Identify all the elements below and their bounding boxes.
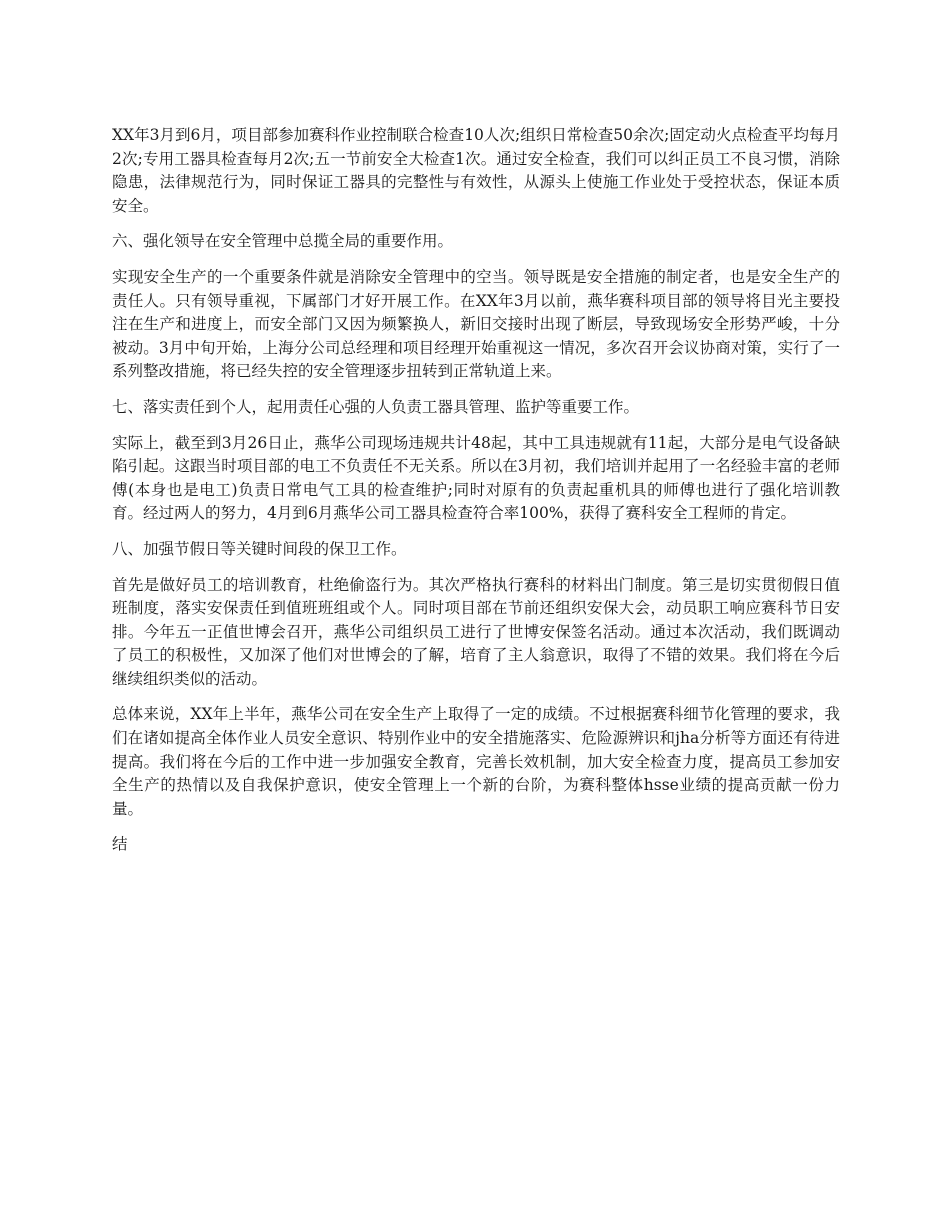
section-heading-6: 六、强化领导在安全管理中总揽全局的重要作用。 (112, 232, 454, 251)
paragraph-leadership: 实现安全生产的一个重要条件就是消除安全管理中的空当。领导既是安全措施的制定者，也是安全生产的责任人。只有领导重视，下属部门才好开展工作。在XX年3月以前，燕华赛科项目部的领导将目光主要投注在生产和进度上，而安全部门又因为频繁换人，新旧交接时出现了断层，导致现场安全形势严峻，十分被动。3月中旬开始，上海分公司总经理和项目经理开始重视这一情况，多次召开会议协商对策，实行了一系列整改措施，将已经失控的安全管理逐步扭转到正常轨道上来。 (112, 267, 840, 381)
section-heading-7: 七、落实责任到个人，起用责任心强的人负责工器具管理、监护等重要工作。 (112, 397, 640, 416)
paragraph-inspection-summary: XX年3月到6月，项目部参加赛科作业控制联合检查10人次;组织日常检查50余次;固定动火点检查平均每月2次;专用工器具检查每月2次;五一节前安全大检查1次。通过安全检查，我们可以纠正员工不良习惯，消除隐患，法律规范行为，同时保证工器具的完整性与有效性，从源头上使施工作业处于受控状态，保证本质安全。 (112, 126, 840, 215)
paragraph-holiday-security: 首先是做好员工的培训教育，杜绝偷盗行为。其次严格执行赛科的材料出门制度。第三是切实贯彻假日值班制度，落实安保责任到值班班组或个人。同时项目部在节前还组织安保大会，动员职工响应赛科节日安排。今年五一正值世博会召开，燕华公司组织员工进行了世博安保签名活动。通过本次活动，我们既调动了员工的积极性，又加深了他们对世博会的了解，培育了主人翁意识，取得了不错的效果。我们将在今后继续组织类似的活动。 (112, 575, 840, 688)
paragraph-overall-summary: 总体来说，XX年上半年，燕华公司在安全生产上取得了一定的成绩。不过根据赛科细节化管理的要求，我们在诸如提高全体作业人员安全意识、特别作业中的安全措施落实、危险源辨识和jha分析等方面还有待进提高。我们将在今后的工作中进一步加强安全教育，完善长效机制，加大安全检查力度，提高员工参加安全生产的热情以及自我保护意识，使安全管理上一个新的台阶，为赛科整体hsse业绩的提高贡献一份力量。 (112, 705, 840, 818)
paragraph-conclusion-start: 结 (112, 835, 128, 854)
section-heading-8: 八、加强节假日等关键时间段的保卫工作。 (112, 539, 407, 558)
paragraph-responsibility: 实际上，截至到3月26日止，燕华公司现场违规共计48起，其中工具违规就有11起，大部分是电气设备缺陷引起。这跟当时项目部的电工不负责任不无关系。所以在3月初，我们培训并起用了一名经验丰富的老师傅(本身也是电工)负责日常电气工具的检查维护;同时对原有的负责起重机具的师傅也进行了强化培训教育。经过两人的努力，4月到6月燕华公司工器具检查符合率100%，获得了赛科安全工程师的肯定。 (112, 433, 840, 523)
document-page (112, 124, 840, 869)
